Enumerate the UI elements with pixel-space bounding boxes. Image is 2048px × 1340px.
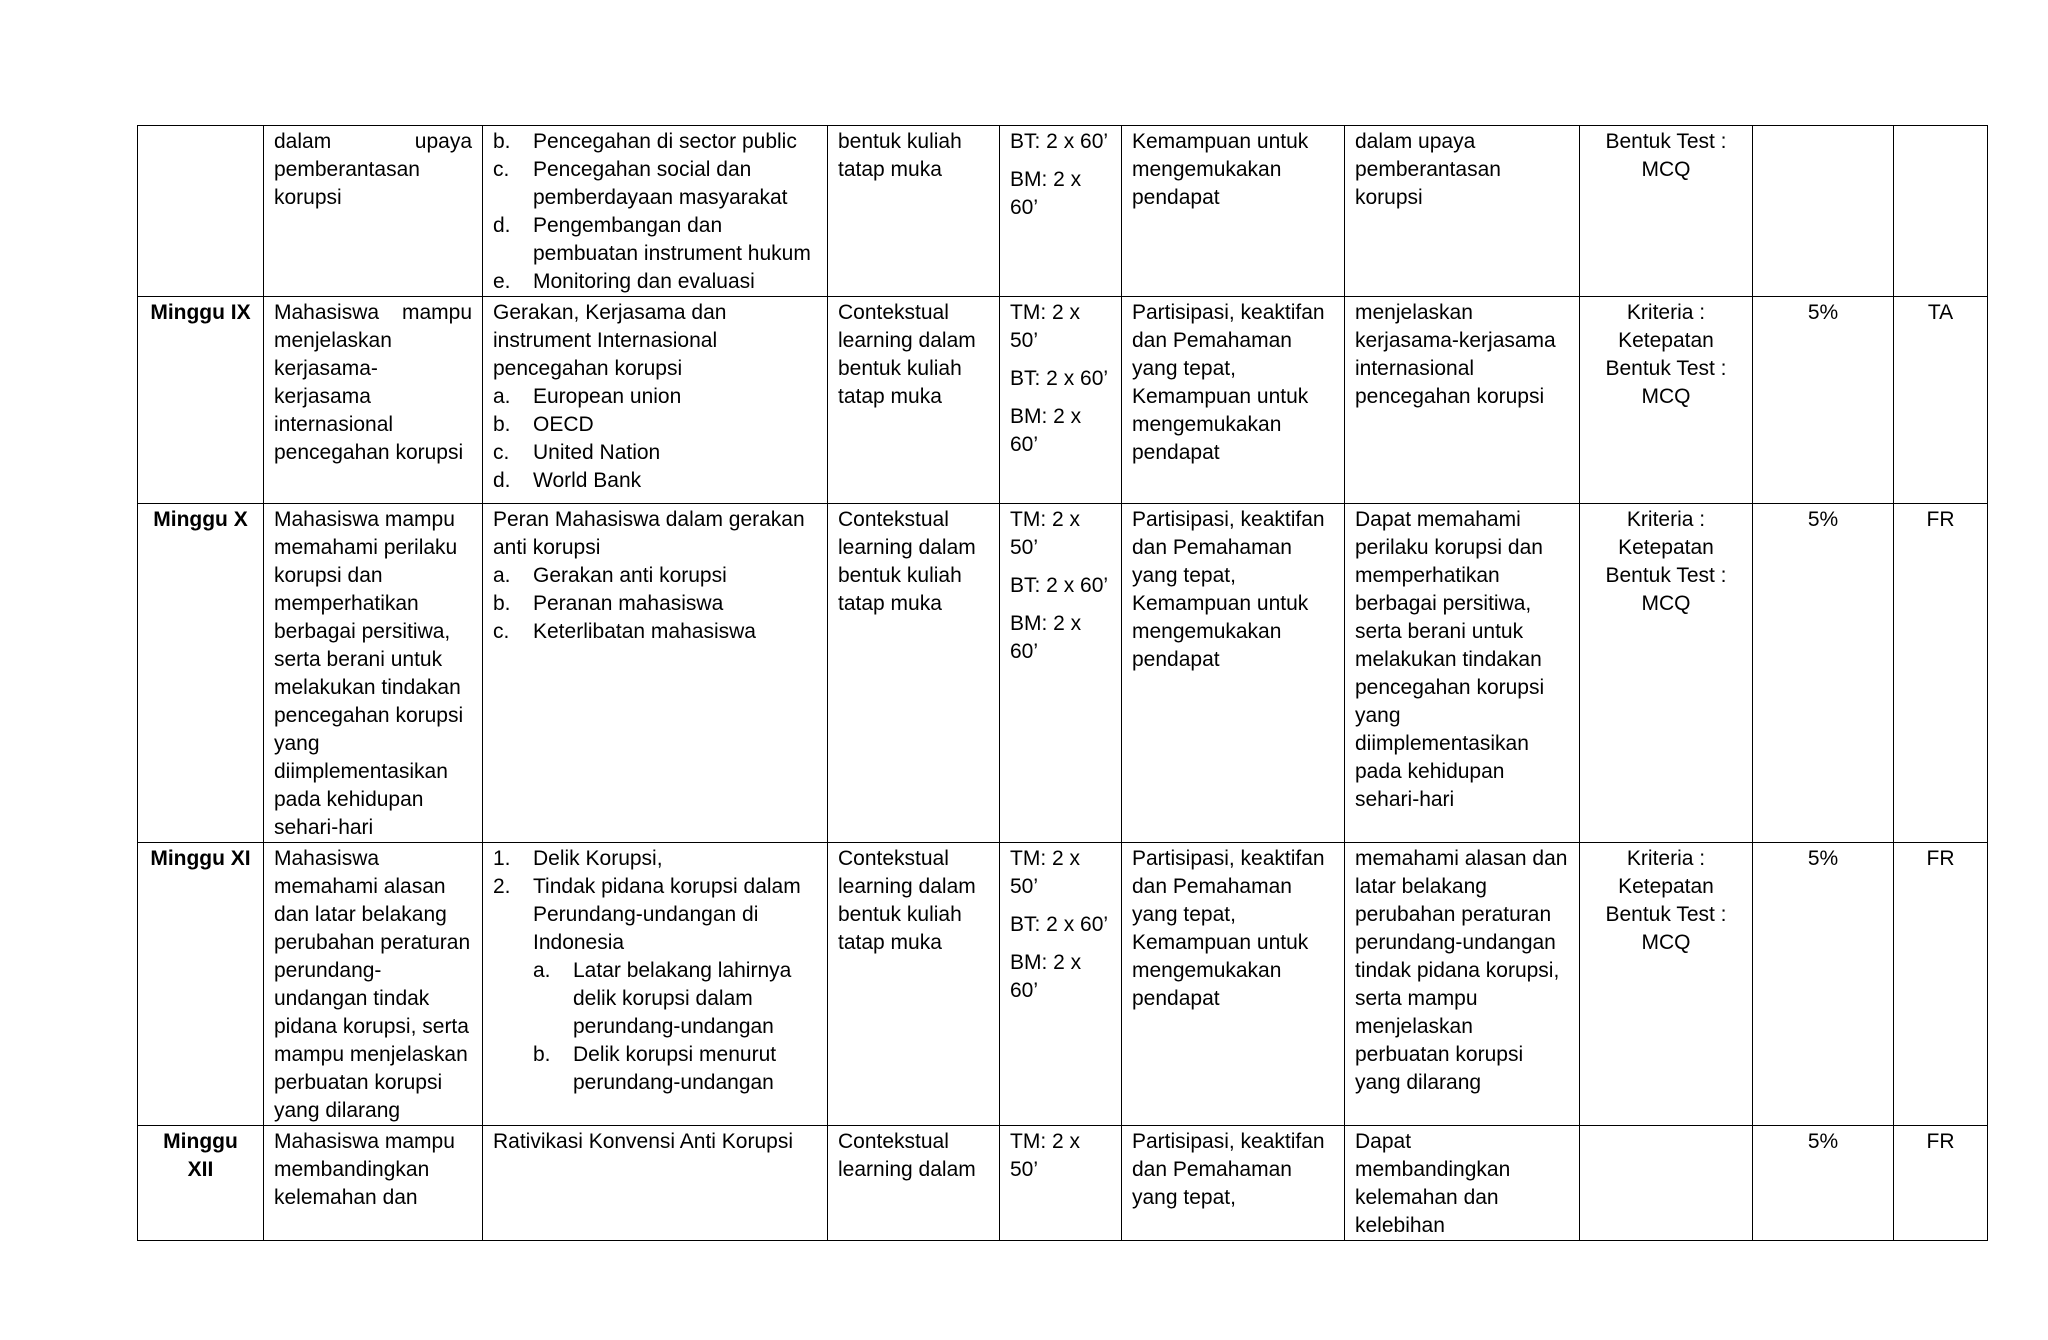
method-cell: bentuk kuliah tatap muka (828, 126, 1000, 297)
lecturer-cell: FR (1894, 843, 1988, 1126)
table-row (138, 1126, 1988, 1241)
list-item (493, 590, 817, 618)
list-item (493, 411, 817, 439)
lecturer-cell: FR (1894, 1126, 1988, 1241)
list-marker: b. (493, 130, 511, 153)
method-cell: Contekstual learning dalam (828, 1126, 1000, 1241)
list-item (493, 618, 817, 646)
list-marker: a. (493, 564, 511, 587)
list-item (493, 467, 817, 495)
list-marker: a. (533, 959, 551, 982)
list-marker: c. (493, 158, 510, 181)
list-item-text: Monitoring dan evaluasi (533, 270, 755, 293)
time-entry: BT: 2 x 60’ (1010, 367, 1109, 390)
week-cell: Minggu XI (138, 843, 264, 1126)
assessment-cell (1580, 1126, 1753, 1241)
week-cell: Minggu X (138, 504, 264, 843)
objective-cell: Mahasiswa mampu membandingkan kelemahan dan (264, 1126, 483, 1241)
time-entry: TM: 2 x 50’ (1010, 508, 1081, 559)
list-item (493, 873, 817, 1097)
objective-cell: Mahasiswa mampu memahami perilaku korupsi dan memperhatikan berbagai persitiwa, serta berani untuk melakukan tindakan pencegahan korupsi yang diimplementasikan pada kehidupan sehari-hari (264, 504, 483, 843)
list-marker: b. (493, 413, 511, 436)
list-marker: b. (533, 1043, 551, 1066)
material-list (493, 383, 817, 495)
weight-cell: 5% (1753, 843, 1894, 1126)
list-item-text: United Nation (533, 441, 661, 464)
list-item-text: Delik korupsi menurut perundang-undangan (573, 1043, 777, 1094)
material-list (493, 562, 817, 646)
weight-cell: 5% (1753, 297, 1894, 504)
method-cell: Contekstual learning dalam bentuk kuliah tatap muka (828, 843, 1000, 1126)
list-item (493, 562, 817, 590)
week-cell: Minggu XII (138, 1126, 264, 1241)
material-cell (483, 843, 828, 1126)
criteria-cell: Partisipasi, keaktifan dan Pemahaman yang tepat, Kemampuan untuk mengemukakan pendapat (1122, 843, 1345, 1126)
time-cell (1000, 126, 1122, 297)
time-entry: BT: 2 x 60’ (1010, 130, 1109, 153)
list-item (493, 383, 817, 411)
material-cell (483, 126, 828, 297)
list-item (493, 156, 817, 212)
weight-cell: 5% (1753, 1126, 1894, 1241)
objective-cell: dalam upaya pemberantasan korupsi (264, 126, 483, 297)
indicator-cell: memahami alasan dan latar belakang perubahan peraturan perundang-undangan tindak pidana korupsi, serta mampu menjelaskan perbuatan korupsi yang dilarang (1345, 843, 1580, 1126)
sub-list-item (533, 1041, 817, 1097)
list-item-text: World Bank (533, 469, 642, 492)
method-cell: Contekstual learning dalam bentuk kuliah tatap muka (828, 504, 1000, 843)
list-item-text: Pengembangan dan pembuatan instrument hukum (533, 214, 811, 265)
time-cell (1000, 504, 1122, 843)
method-cell: Contekstual learning dalam bentuk kuliah tatap muka (828, 297, 1000, 504)
indicator-cell: Dapat membandingkan kelemahan dan kelebihan (1345, 1126, 1580, 1241)
objective-cell: Mahasiswa mampu menjelaskan kerjasama-kerjasama internasional pencegahan korupsi (264, 297, 483, 504)
criteria-cell: Partisipasi, keaktifan dan Pemahaman yang tepat, Kemampuan untuk mengemukakan pendapat (1122, 297, 1345, 504)
time-entry: BT: 2 x 60’ (1010, 574, 1109, 597)
time-cell (1000, 1126, 1122, 1241)
list-item (493, 212, 817, 268)
indicator-cell: Dapat memahami perilaku korupsi dan memperhatikan berbagai persitiwa, serta berani untuk melakukan tindakan pencegahan korupsi yang diimplementasikan pada kehidupan sehari-hari (1345, 504, 1580, 843)
time-entry: BM: 2 x 60’ (1010, 612, 1082, 663)
list-item-text: Peranan mahasiswa (533, 592, 724, 615)
table-row (138, 126, 1988, 297)
week-cell: Minggu IX (138, 297, 264, 504)
assessment-cell: Kriteria : Ketepatan Bentuk Test : MCQ (1580, 843, 1753, 1126)
weight-cell: 5% (1753, 504, 1894, 843)
material-list (493, 845, 817, 1097)
indicator-cell: menjelaskan kerjasama-kerjasama internasional pencegahan korupsi (1345, 297, 1580, 504)
time-entry: TM: 2 x 50’ (1010, 847, 1081, 898)
list-item (493, 845, 817, 873)
criteria-cell: Partisipasi, keaktifan dan Pemahaman yang tepat, Kemampuan untuk mengemukakan pendapat (1122, 504, 1345, 843)
week-cell (138, 126, 264, 297)
list-item-text: Pencegahan social dan pemberdayaan masyarakat (533, 158, 788, 209)
list-item-text: Delik Korupsi, (533, 847, 663, 870)
time-entry: BM: 2 x 60’ (1010, 405, 1082, 456)
time-entry: BT: 2 x 60’ (1010, 913, 1109, 936)
sub-list-item (533, 957, 817, 1041)
list-marker: c. (493, 620, 510, 643)
table-row (138, 504, 1988, 843)
lecturer-cell: TA (1894, 297, 1988, 504)
lecturer-cell (1894, 126, 1988, 297)
list-marker: c. (493, 441, 510, 464)
criteria-cell: Kemampuan untuk mengemukakan pendapat (1122, 126, 1345, 297)
list-marker: d. (493, 469, 511, 492)
table-row (138, 297, 1988, 504)
time-cell (1000, 297, 1122, 504)
indicator-cell: dalam upaya pemberantasan korupsi (1345, 126, 1580, 297)
time-entry: TM: 2 x 50’ (1010, 1130, 1081, 1181)
list-item-text: European union (533, 385, 682, 408)
material-list (493, 128, 817, 296)
time-entry: TM: 2 x 50’ (1010, 301, 1081, 352)
material-cell (483, 504, 828, 843)
material-intro: Rativikasi Konvensi Anti Korupsi (493, 1130, 793, 1153)
assessment-cell: Bentuk Test : MCQ (1580, 126, 1753, 297)
material-intro: Gerakan, Kerjasama dan instrument Internasional pencegahan korupsi (493, 301, 727, 380)
assessment-cell: Kriteria : Ketepatan Bentuk Test : MCQ (1580, 297, 1753, 504)
list-item-text: Gerakan anti korupsi (533, 564, 727, 587)
list-marker: b. (493, 592, 511, 615)
time-entry: BM: 2 x 60’ (1010, 168, 1082, 219)
list-item-text: Keterlibatan mahasiswa (533, 620, 756, 643)
list-item (493, 128, 817, 156)
assessment-cell: Kriteria : Ketepatan Bentuk Test : MCQ (1580, 504, 1753, 843)
list-item-text: Latar belakang lahirnya delik korupsi dalam perundang-undangan (573, 959, 792, 1038)
list-marker: e. (493, 270, 511, 293)
table-row (138, 843, 1988, 1126)
time-cell (1000, 843, 1122, 1126)
list-marker: 1. (493, 847, 511, 870)
material-cell (483, 297, 828, 504)
time-entry: BM: 2 x 60’ (1010, 951, 1082, 1002)
criteria-cell: Partisipasi, keaktifan dan Pemahaman yang tepat, (1122, 1126, 1345, 1241)
lecturer-cell: FR (1894, 504, 1988, 843)
material-intro: Peran Mahasiswa dalam gerakan anti korupsi (493, 508, 805, 559)
lesson-plan-table (137, 125, 1988, 1241)
material-cell (483, 1126, 828, 1241)
list-item-text: OECD (533, 413, 594, 436)
list-item (493, 439, 817, 467)
list-item-text: Tindak pidana korupsi dalam Perundang-undangan di Indonesia (533, 875, 801, 954)
list-item (493, 268, 817, 296)
list-marker: a. (493, 385, 511, 408)
weight-cell (1753, 126, 1894, 297)
list-marker: 2. (493, 875, 511, 898)
objective-cell: Mahasiswa memahami alasan dan latar belakang perubahan peraturan perundang-undangan tindak pidana korupsi, serta mampu menjelaskan perbuatan korupsi yang dilarang (264, 843, 483, 1126)
list-item-text: Pencegahan di sector public (533, 130, 797, 153)
sub-list (533, 957, 817, 1097)
list-marker: d. (493, 214, 511, 237)
